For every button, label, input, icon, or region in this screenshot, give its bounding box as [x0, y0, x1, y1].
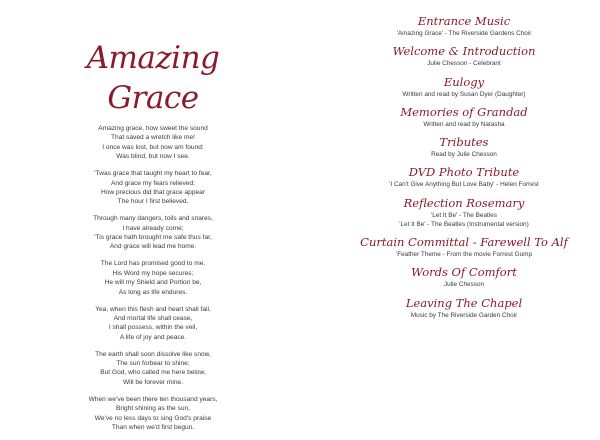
order-item-detail: 'Let It Be' - The Beatles (Instrumental version) [399, 220, 529, 228]
verse-line: I have already come; [122, 224, 184, 232]
order-item-title: DVD Photo Tribute [408, 165, 520, 180]
order-item-title: Entrance Music [417, 14, 511, 28]
order-item [328, 165, 600, 189]
order-item-title: Curtain Committal - Farewell To Alf [360, 235, 568, 250]
verse-line: 'Twas grace that taught my heart to fear, [94, 170, 212, 178]
order-item [328, 105, 600, 129]
verse-line: We've no less days to sing God's praise [94, 414, 212, 422]
verse-line: Will be forever mine. [122, 378, 184, 386]
order-item-title: Welcome & Introduction [392, 44, 536, 59]
order-item-detail: Read by Julie Chesson [431, 151, 497, 159]
order-item-detail: Music by The Riverside Garden Choir [410, 311, 518, 319]
verse-line: The Lord has promised good to me, [100, 260, 206, 268]
verse-line: 'Tis grace hath brought me safe thus far, [94, 234, 212, 242]
verse-line: The hour I first believed. [117, 198, 189, 206]
order-item-title: Tributes [439, 135, 489, 150]
verse-line: Bright shining as the sun, [115, 405, 191, 413]
order-item [328, 135, 600, 159]
order-item [328, 265, 600, 289]
order-item-title: Memories of Grandad [400, 104, 528, 119]
hymn-verse [40, 214, 266, 252]
order-item [328, 296, 600, 320]
hymn-title: Amazing Grace [86, 40, 220, 116]
order-item [328, 14, 600, 38]
verse-line: He will my Shield and Portion be, [104, 279, 202, 287]
verse-line: And grace my fears relieved; [111, 179, 195, 187]
hymn-verse [40, 124, 266, 162]
verse-line: Was blind, but now I see. [116, 153, 190, 161]
order-item-detail: Written and read by Natasha [423, 120, 505, 128]
hymn-verse [40, 395, 266, 433]
hymn-verse [40, 259, 266, 297]
hymn-column [40, 38, 266, 440]
order-item-title: Reflection Rosemary [403, 195, 525, 210]
verse-line: The sun forbear to shine; [116, 360, 190, 368]
order-item [328, 44, 600, 68]
verse-line: His Word my hope secures; [112, 269, 194, 277]
order-item-detail: Julie Chesson [443, 281, 485, 289]
hymn-verse [40, 305, 266, 343]
verse-line: I shall possess, within the veil, [108, 324, 198, 332]
order-item [328, 235, 600, 259]
hymn-verse [40, 350, 266, 388]
order-item-detail: Julie Chesson - Celebrant [427, 60, 501, 68]
order-item-title: Eulogy [443, 74, 485, 89]
verse-line: Through many dangers, toils and snares, [93, 215, 213, 223]
verse-line: Than when we'd first begun. [111, 423, 195, 431]
hymn-verse [40, 169, 266, 207]
verse-line: And mortal life shall cease, [113, 314, 193, 322]
order-item-detail: 'Let It Be' - The Beatles [431, 211, 497, 219]
order-item-detail: 'Amazing Grace' - The Riverside Gardens Choir [396, 30, 532, 37]
verse-line: As long as life endures. [118, 288, 188, 296]
verse-line: A life of joy and peace. [119, 333, 187, 341]
order-item-detail: Written and read by Susan Dyer (Daughter) [402, 90, 526, 98]
verse-line: But God, who called me here below, [100, 369, 206, 377]
order-item-detail: 'I Can't Give Anything But Love Baby' - Helen Forrest [389, 181, 539, 189]
verse-line: I once was lost, but now am found; [102, 143, 204, 151]
order-item-detail: 'Feather Theme - From the movie Forrest Gump [395, 251, 533, 259]
verse-line: How precious did that grace appear [100, 188, 206, 196]
order-item [328, 75, 600, 99]
verse-line: When we've been there ten thousand years, [88, 395, 218, 403]
verse-line: And grace will lead me home. [109, 243, 197, 251]
verse-line: The earth shall soon dissolve like snow, [95, 350, 211, 358]
verse-line: That saved a wretch like me! [111, 134, 195, 142]
order-item-title: Words Of Comfort [411, 265, 517, 280]
order-of-service-column [328, 14, 600, 326]
order-item-title: Leaving The Chapel [405, 295, 523, 310]
verse-line: Amazing grace, how sweet the sound [98, 125, 208, 132]
order-item [328, 196, 600, 229]
verse-line: Yea, when this flesh and heart shall fail, [95, 305, 211, 313]
